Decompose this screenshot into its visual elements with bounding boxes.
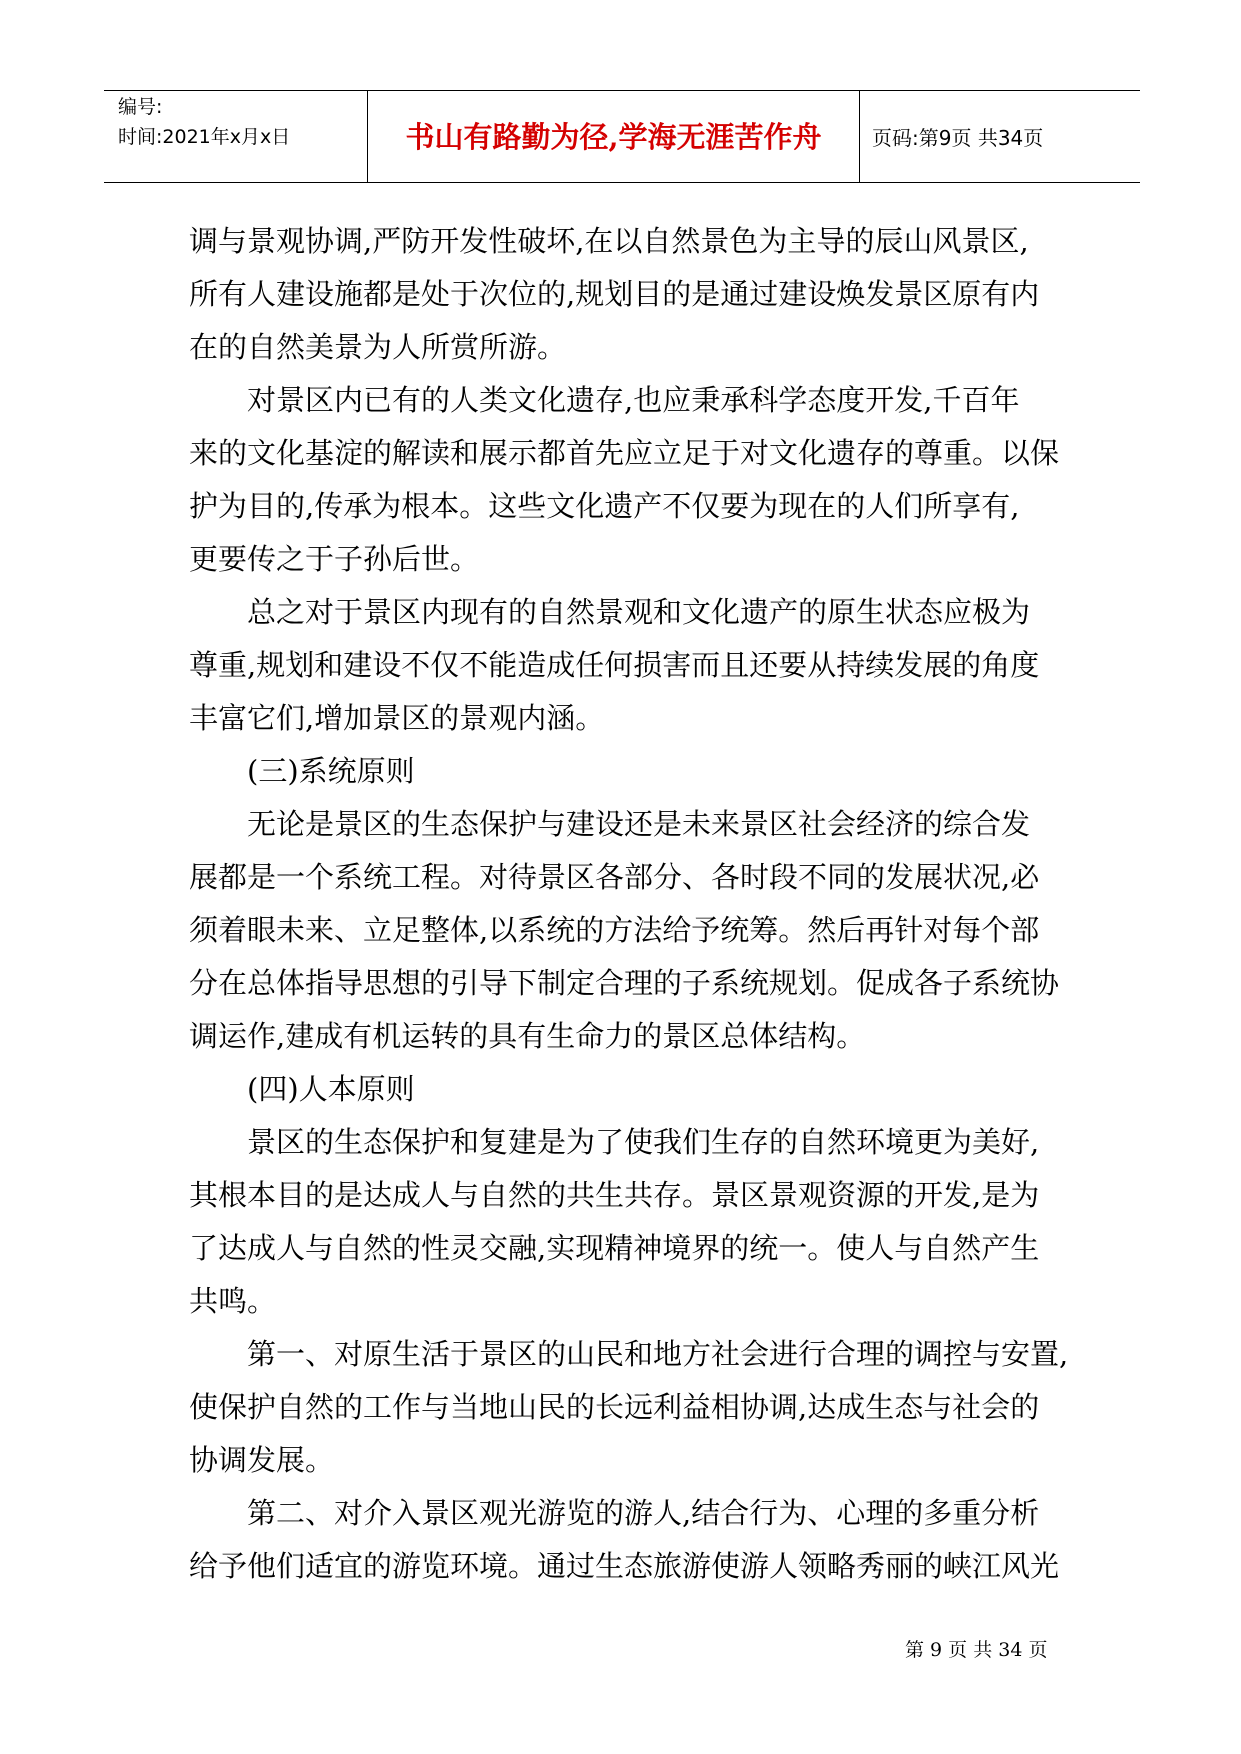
document-body	[189, 215, 1069, 1593]
doc-time-label: 时间:2021年x月x日	[118, 126, 291, 148]
header-page-info: 页码:第9页 共34页	[872, 126, 1044, 150]
page-footer: 第 9 页 共 34 页	[905, 1639, 1048, 1661]
body-line: 更要传之于子孙后世。	[189, 542, 480, 576]
header-bottom-rule	[104, 182, 1140, 183]
body-line: 景区的生态保护和复建是为了使我们生存的自然环境更为美好,	[247, 1125, 1040, 1159]
body-line: 其根本目的是达成人与自然的共生共存。景区景观资源的开发,是为	[189, 1178, 1040, 1212]
body-line: 第二、对介入景区观光游览的游人,结合行为、心理的多重分析	[247, 1496, 1040, 1530]
body-line: 对景区内已有的人类文化遗存,也应秉承科学态度开发,千百年	[247, 383, 1020, 417]
body-line: 来的文化基淀的解读和展示都首先应立足于对文化遗存的尊重。以保	[189, 436, 1060, 470]
body-line: 调运作,建成有机运转的具有生命力的景区总体结构。	[189, 1019, 866, 1053]
body-line: 分在总体指导思想的引导下制定合理的子系统规划。促成各子系统协	[189, 966, 1060, 1000]
doc-number-label: 编号:	[118, 96, 163, 118]
body-line: 使保护自然的工作与当地山民的长远利益相协调,达成生态与社会的	[189, 1390, 1040, 1424]
section-heading: (三)系统原则	[247, 754, 415, 788]
header-meta	[118, 92, 290, 152]
body-line: 展都是一个系统工程。对待景区各部分、各时段不同的发展状况,必	[189, 860, 1040, 894]
body-line: 丰富它们,增加景区的景观内涵。	[189, 701, 605, 735]
body-line: 护为目的,传承为根本。这些文化遗产不仅要为现在的人们所享有,	[189, 489, 1020, 523]
body-line: 共鸣。	[189, 1284, 277, 1318]
body-line: 无论是景区的生态保护与建设还是未来景区社会经济的综合发	[247, 807, 1031, 841]
header-motto: 书山有路勤为径,学海无涯苦作舟	[405, 120, 822, 154]
header-divider-right	[859, 90, 860, 183]
body-line: 总之对于景区内现有的自然景观和文化遗产的原生状态应极为	[247, 595, 1031, 629]
body-line: 尊重,规划和建设不仅不能造成任何损害而且还要从持续发展的角度	[189, 648, 1040, 682]
body-line: 所有人建设施都是处于次位的,规划目的是通过建设焕发景区原有内	[189, 277, 1040, 311]
body-line: 给予他们适宜的游览环境。通过生态旅游使游人领略秀丽的峡江风光	[189, 1549, 1060, 1583]
body-line: 第一、对原生活于景区的山民和地方社会进行合理的调控与安置,	[247, 1337, 1069, 1371]
body-line: 在的自然美景为人所赏所游。	[189, 330, 567, 364]
body-line: 了达成人与自然的性灵交融,实现精神境界的统一。使人与自然产生	[189, 1231, 1040, 1265]
body-line: 协调发展。	[189, 1443, 335, 1477]
header-top-rule	[104, 90, 1140, 91]
body-line: 须着眼未来、立足整体,以系统的方法给予统筹。然后再针对每个部	[189, 913, 1040, 947]
section-heading: (四)人本原则	[247, 1072, 415, 1106]
body-line: 调与景观协调,严防开发性破坏,在以自然景色为主导的辰山风景区,	[189, 224, 1029, 258]
